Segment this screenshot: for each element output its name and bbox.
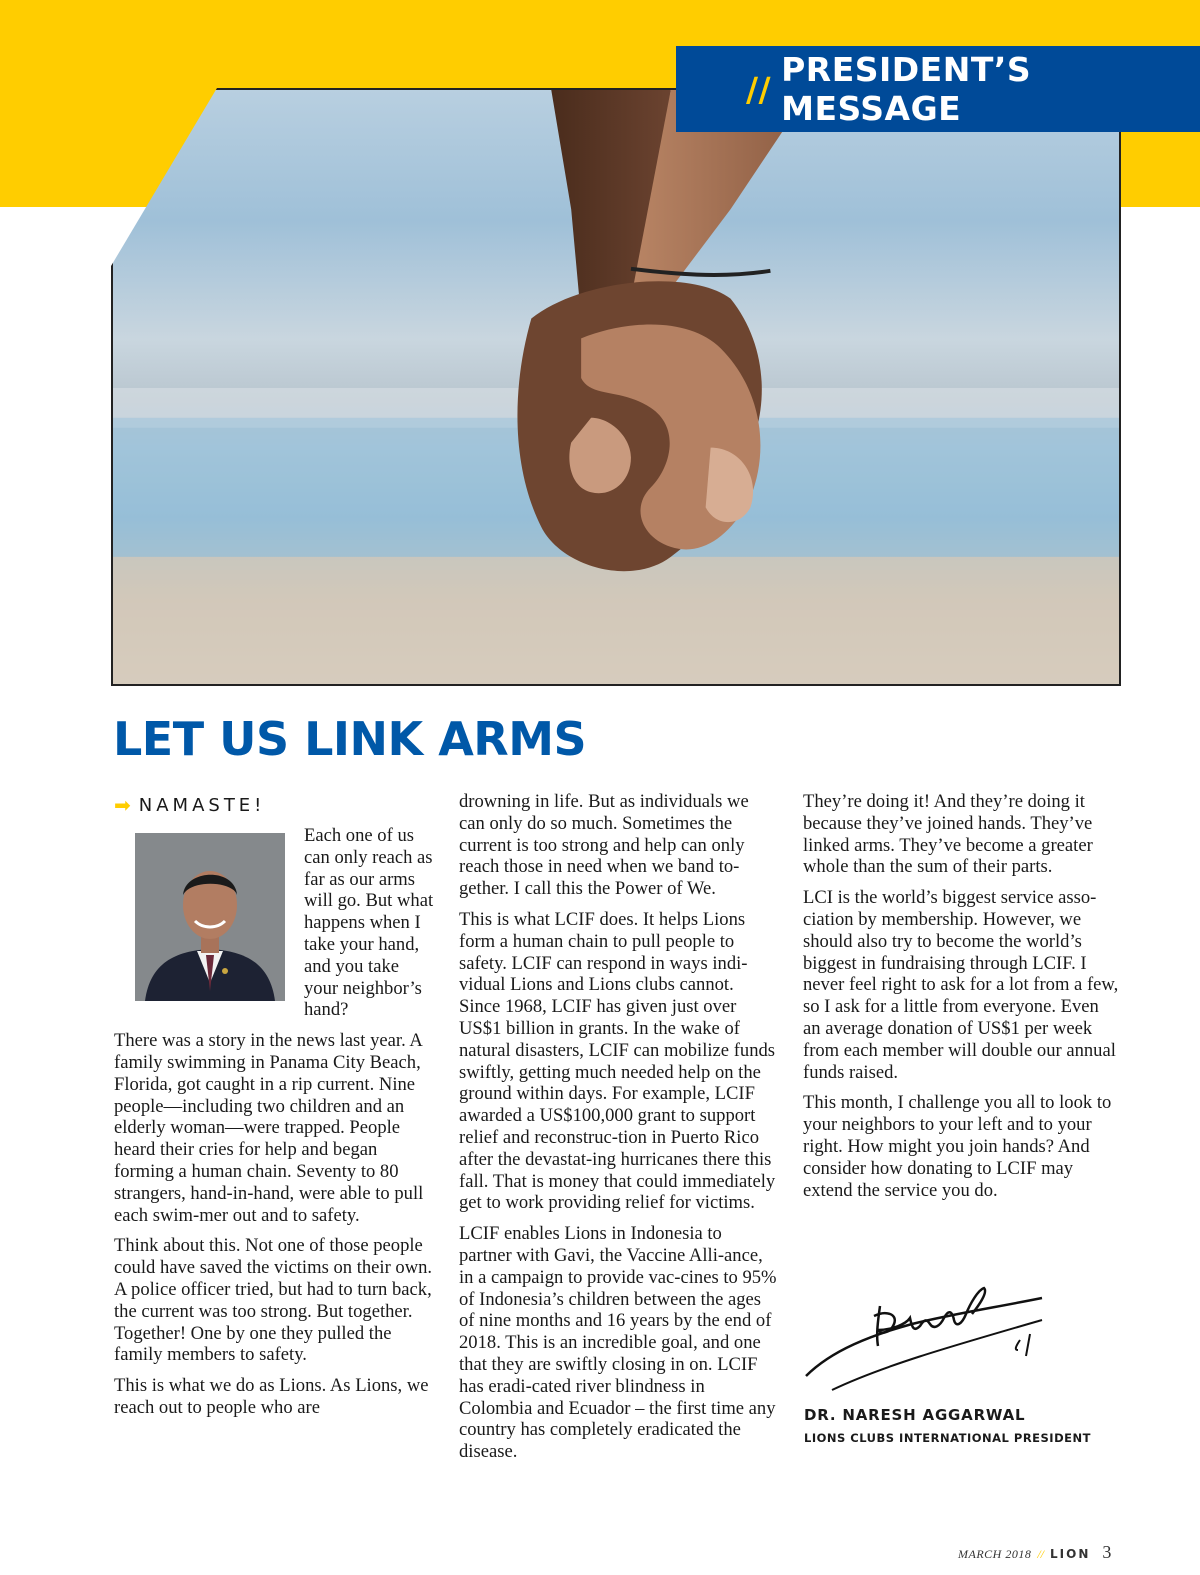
- column1-paragraph-text: Each one of us can only reach as far as our arms will go. But what happens when I take your hand, and you take your neighbor’s hand?: [304, 825, 434, 1021]
- section-label: PRESIDENT’S MESSAGE: [781, 50, 1032, 128]
- signatory-title: LIONS CLUBS INTERNATIONAL PRESIDENT: [804, 1431, 1091, 1445]
- column1-paragraph: There was a story in the news last year. A family swimming in Panama City Beach, Florida, got caught in a rip current. Nine people—including two children and an elderly woman—were trapped. People heard their cries for help and began forming a human chain. Seventy to 80 strangers, hand-in-hand, were able to pull each swim-mer out and to safety.: [114, 1030, 424, 1226]
- article-column-2: [459, 791, 777, 1472]
- column1-paragraph: [114, 825, 434, 1021]
- portrait-wrap-space: [114, 825, 304, 1017]
- publication-name: LION: [1050, 1547, 1091, 1561]
- column3-paragraph: LCI is the world’s biggest service asso-ciation by membership. However, we should also try to become the world’s biggest in fundraising through LCIF. I never feel right to ask for a lot from a few, so I ask for a little from everyone. Even an average donation of US$1 per week from each member will double our annual funds raised.: [803, 887, 1119, 1083]
- column1-paragraph: Think about this. Not one of those people could have saved the victims on their own. A police officer tried, but had to turn back, the current was too strong. But together. Together! One by one they pulled the family members to safety.: [114, 1235, 433, 1366]
- article-headline: LET US LINK ARMS: [113, 712, 587, 766]
- column3-paragraph: This month, I challenge you all to look to your neighbors to your left and to your right. How might you join hands? And consider how donating to LCIF may extend the service you do.: [803, 1092, 1112, 1201]
- column2-paragraph: This is what LCIF does. It helps Lions form a human chain to pull people to safety. LCIF can respond in ways indi-vidual Lions and Lions clubs cannot. Since 1968, LCIF has given just over US$1 billion in grants. In the wake of natural disasters, LCIF can mobilize funds swiftly, getting much needed help on the ground within days. For example, LCIF awarded a US$100,000 grant to support relief and reconstruc-tion in Puerto Rico after the devastat-ing hurricanes there this fall. That is money that could immediately get to work providing relief for victims.: [459, 908, 776, 1214]
- kicker-text: NAMASTE!: [138, 794, 266, 816]
- handwritten-signature: [802, 1280, 1062, 1400]
- page-footer: [958, 1542, 1111, 1563]
- kicker: [114, 793, 265, 817]
- hero-photo-holding-hands: [111, 88, 1121, 686]
- signatory-name: DR. NARESH AGGARWAL: [804, 1406, 1026, 1424]
- column3-paragraph: They’re doing it! And they’re doing it because they’ve joined hands. They’ve linked arms. They’ve become a greater whole than the sum of their parts.: [803, 791, 1093, 878]
- footer-separator: //: [1037, 1547, 1044, 1561]
- column2-paragraph: drowning in life. But as individuals we can only do so much. Sometimes the current is too strong and help can only reach those in need when we band to-gether. I call this the Power of We.: [459, 791, 749, 900]
- hands-illustration: [113, 90, 1119, 684]
- section-header-tab: [676, 46, 1200, 132]
- section-slashes: //: [746, 69, 772, 109]
- page-number: 3: [1102, 1542, 1112, 1562]
- issue-date: MARCH 2018: [958, 1547, 1032, 1561]
- column2-paragraph: LCIF enables Lions in Indonesia to partner with Gavi, the Vaccine Alli-ance, in a campaign to provide vac-cines to 95% of Indonesia’s children between the ages of nine months and 16 years by the end of 2018. This is an incredible goal, and one that they are swiftly closing in on. LCIF has eradi-cated river blindness in Colombia and Ecuador – the first time any country has completely eradicated the disease.: [459, 1223, 777, 1463]
- right-arrow-icon: ➡: [114, 793, 131, 817]
- article-column-1: [114, 825, 434, 1428]
- article-column-3: [803, 791, 1121, 1210]
- column1-paragraph: This is what we do as Lions. As Lions, we reach out to people who are: [114, 1375, 429, 1418]
